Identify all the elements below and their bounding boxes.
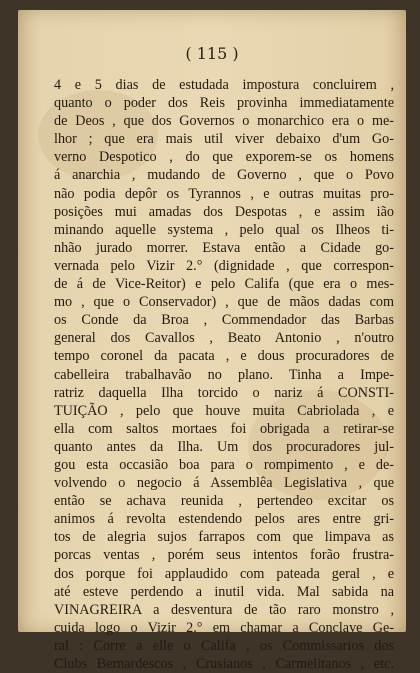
text-line: tos de alegria sujos farrapos com que limpava as [54, 529, 394, 546]
text-line: mo , que o Conservador) , que de mãos dadas com [54, 294, 394, 311]
text-line: dos porque foi applaudido com pateada geral , e [54, 565, 394, 582]
text-line: de Deos , que dos Governos o monarchico era o me- [54, 113, 394, 130]
text-line: porcas ventas , porém seus intentos forão frustra- [54, 547, 394, 564]
text-line: nhão jurado morrer. Estava então a Cidade go- [54, 239, 394, 256]
text-line: Clubs Bernardescos , Crusianos , Carmelitanos , etc. [54, 656, 394, 672]
text-line: general dos Cavallos , Beato Antonio , n'outro [54, 330, 394, 347]
text-line: á anarchia , mudando de Governo , que o Povo [54, 167, 394, 184]
text-line: quanto o poder dos Reis provinha immediatamente [54, 95, 394, 112]
page-number: ( 115 ) [185, 44, 239, 63]
text-line: 4 e 5 dias de estudada impostura concluirem , [54, 77, 394, 93]
text-line: TUIÇÃO , pelo que houve muita Cabriolada , e [54, 402, 394, 419]
text-line: VINAGREIRA a desventura de tão raro monstro , [54, 601, 394, 618]
text-line: os Conde da Broa , Commendador das Barbas [54, 312, 394, 329]
text-line: lhor ; que era mais util viver debaixo d'um Go- [54, 131, 394, 148]
text-line: posições mui amadas dos Despotas , e assim ião [54, 203, 394, 220]
text-line: cabelleira trabalhavão no plano. Tinha a Impe- [54, 366, 394, 383]
page-text [54, 76, 394, 673]
text-line: até esteve perdendo a inutil vida. Mal sabida na [54, 583, 394, 600]
text-line: de á de Vice-Reitor) e pelo Califa (que era o mes- [54, 276, 394, 293]
text-line: animos á revolta estendendo pelos ares entre gri- [54, 511, 394, 528]
book-page [18, 10, 406, 672]
text-line: minando aquelle systema , pelo qual os Ilheos ti- [54, 221, 394, 238]
text-line: gou esta occasião boa para o rompimento , e de- [54, 456, 394, 473]
text-line: ral : Corre a elle o Califa , os Commissarios dos [54, 637, 394, 654]
text-line: verno Despotico , do que exporem-se os homens [54, 149, 394, 166]
text-line: vernada pelo Vizir 2.° (dignidade , que correspon- [54, 257, 394, 274]
text-line: tempo coronel da pacata , e dous procuradores de [54, 348, 394, 365]
text-line: não podia depôr os Tyrannos , e outras muitas pro- [54, 185, 394, 202]
text-line: ratriz daquella Ilha torcido o nariz á CONSTI- [54, 384, 394, 401]
text-line: volvendo o negocio á Assemblêa Legislativa , que [54, 475, 394, 492]
text-line: quanto antes da Ilha. Um dos procuradores jul- [54, 438, 394, 455]
text-line: cuida logo o Vizir 2.° em chamar a Conclave Ge- [54, 619, 394, 636]
text-line: então se achava reunida , pertendeo excitar os [54, 493, 394, 510]
text-line: ella com saltos mortaes foi obrigada a retirar-se [54, 420, 394, 437]
